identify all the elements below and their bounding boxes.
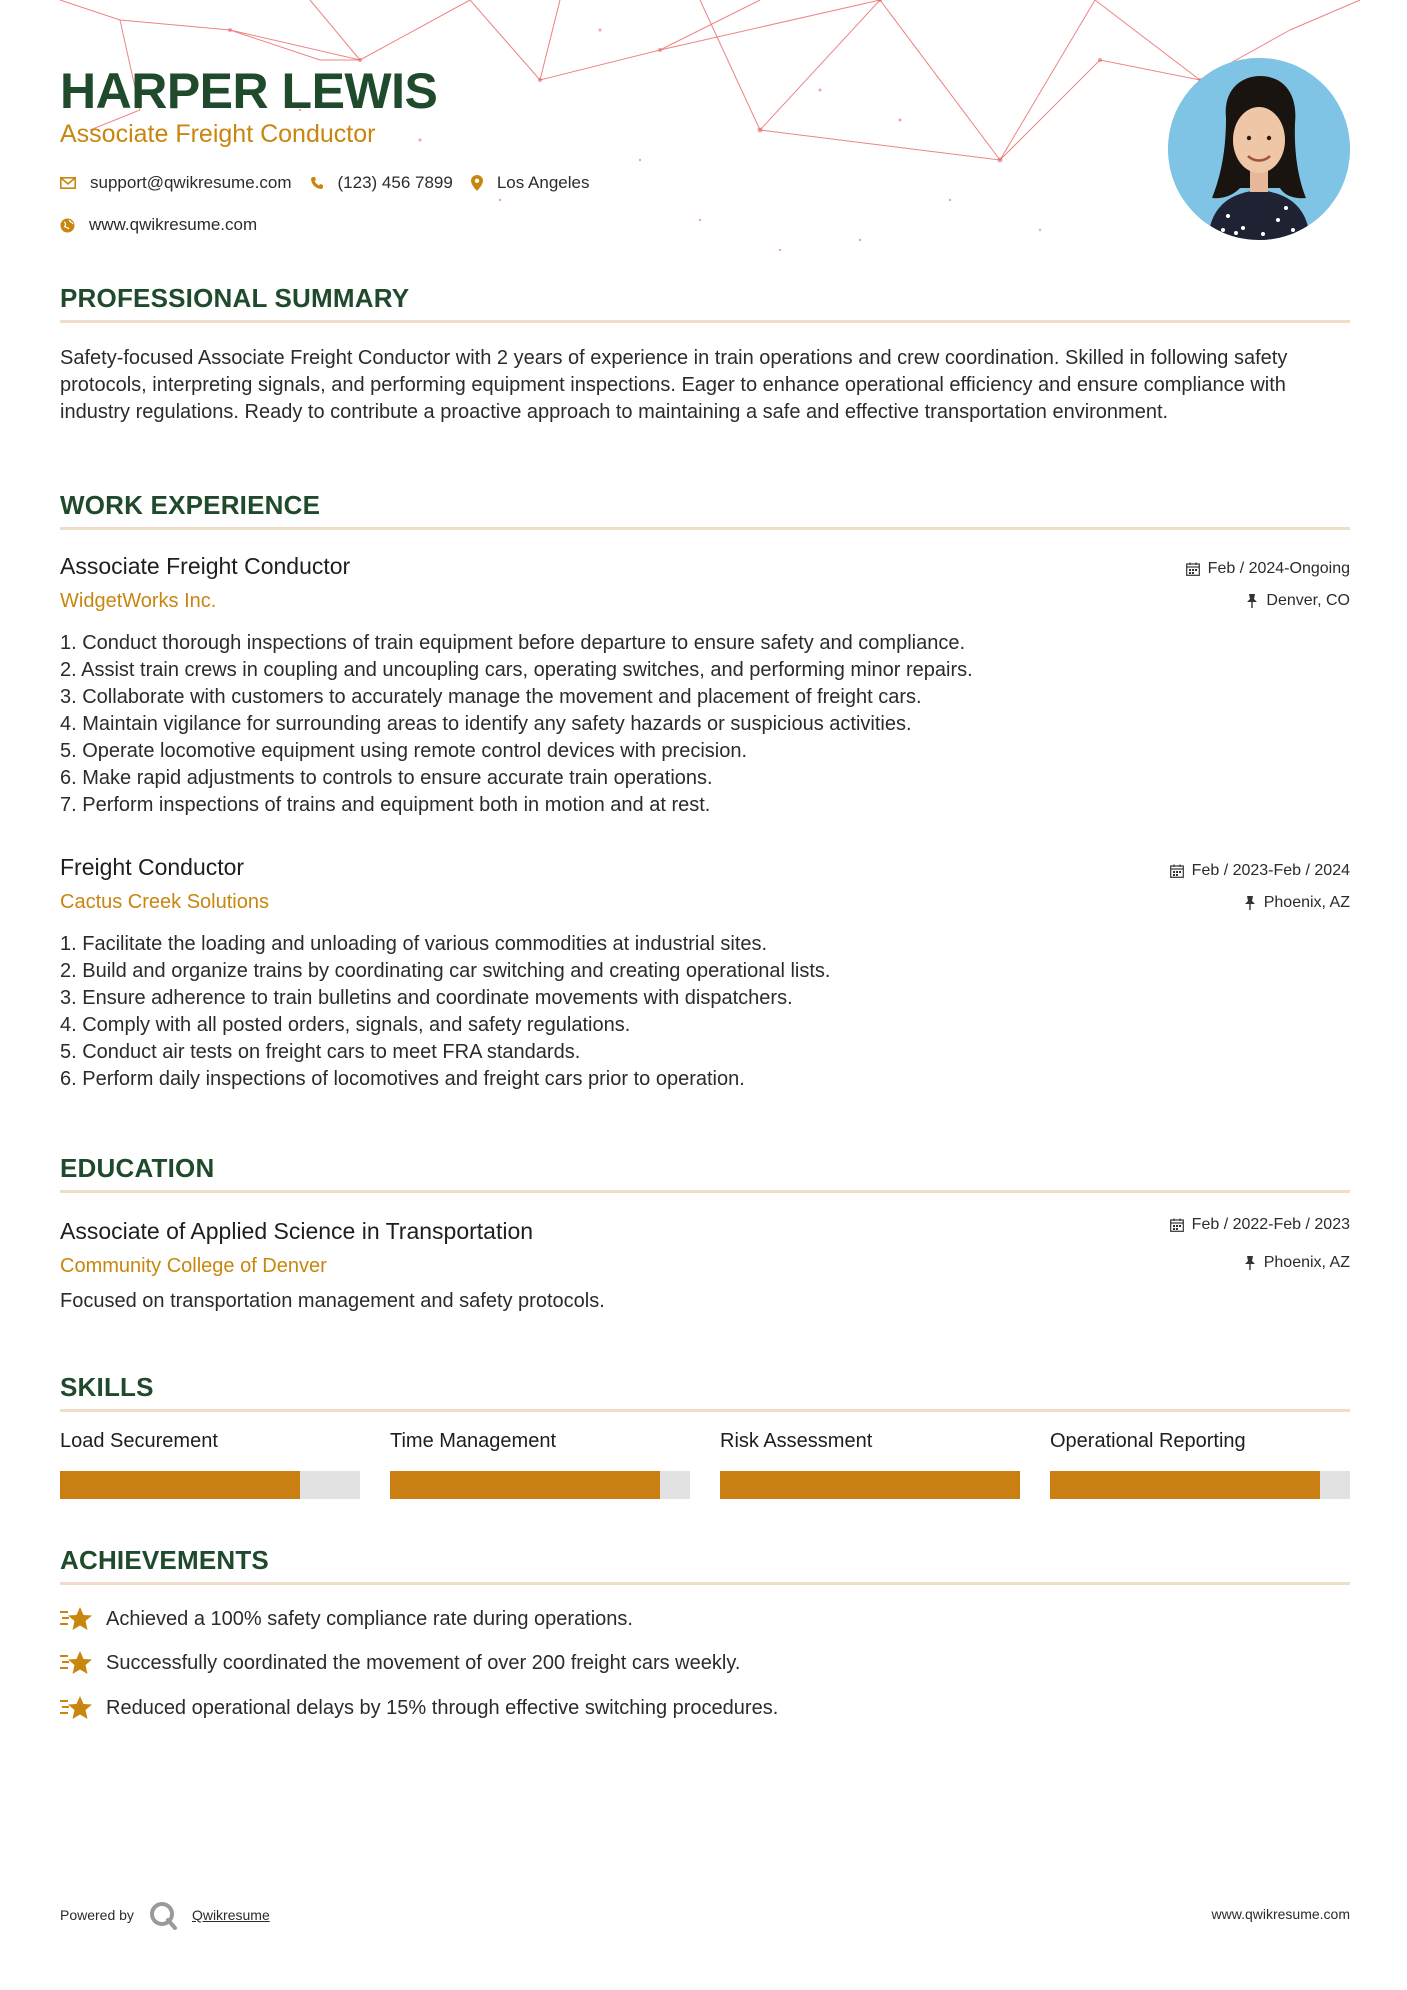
job-title: Associate Freight Conductor (60, 553, 351, 579)
calendar-icon (1186, 562, 1200, 576)
job-location (1246, 592, 1350, 610)
section-divider (60, 1190, 1350, 1193)
list-item: 5. Conduct air tests on freight cars to meet FRA standards. (60, 1041, 581, 1063)
skill-bar-track (390, 1471, 690, 1499)
section-title-summary: PROFESSIONAL SUMMARY (60, 283, 410, 313)
job-location-text: Phoenix, AZ (1263, 894, 1350, 911)
globe-icon (60, 218, 75, 233)
list-item: 3. Collaborate with customers to accurately manage the movement and placement of freight cars. (60, 686, 922, 708)
section-title-achievements: ACHIEVEMENTS (60, 1545, 269, 1575)
education-school: Community College of Denver (60, 1255, 327, 1277)
list-item: 4. Comply with all posted orders, signals, and safety regulations. (60, 1014, 631, 1036)
skill-bar-track (60, 1471, 360, 1499)
achievement-text: Achieved a 100% safety compliance rate during operations. (106, 1607, 633, 1630)
education-degree: Associate of Applied Science in Transportation (60, 1218, 534, 1244)
list-item: 6. Make rapid adjustments to controls to ensure accurate train operations. (60, 767, 713, 789)
profile-photo (1168, 58, 1350, 240)
list-item: 2. Assist train crews in coupling and uncoupling cars, operating switches, and performing minor repairs. (60, 659, 973, 681)
skill-item (60, 1430, 360, 1499)
list-item: 5. Operate locomotive equipment using remote control devices with precision. (60, 740, 748, 762)
section-divider (60, 1409, 1350, 1412)
pushpin-icon (1244, 1256, 1256, 1270)
education-location (1244, 1254, 1350, 1272)
contact-email[interactable] (60, 173, 292, 193)
summary-text: Safety-focused Associate Freight Conductor with 2 years of experience in train operations and crew coordination. Skilled in following safety protocols, interpreting signals, and performing equipment inspections. Eager to enhance operational efficiency and ensure compliance with industry regulations. Ready to contribute a proactive approach to maintaining a safe and effective transportation environment. (60, 347, 1288, 423)
section-title-education: EDUCATION (60, 1153, 215, 1183)
location-pin-icon (471, 175, 483, 191)
job-company: WidgetWorks Inc. (60, 590, 217, 612)
skill-label: Risk Assessment (720, 1430, 873, 1452)
calendar-icon (1170, 1218, 1184, 1232)
job-company: Cactus Creek Solutions (60, 891, 269, 913)
job-date-text: Feb / 2024-Ongoing (1207, 560, 1350, 577)
section-title-experience: WORK EXPERIENCE (60, 490, 321, 520)
contact-location (471, 173, 590, 193)
job-date (1170, 862, 1350, 880)
skill-bar-fill (60, 1471, 300, 1499)
job-location-text: Denver, CO (1266, 592, 1350, 609)
list-item: 1. Conduct thorough inspections of train equipment before departure to ensure safety and compliance. (60, 632, 966, 654)
qwikresume-link[interactable]: Qwikresume (191, 1907, 270, 1923)
pushpin-icon (1246, 594, 1258, 608)
achievement-text: Successfully coordinated the movement of over 200 freight cars weekly. (106, 1651, 741, 1674)
envelope-icon (60, 177, 76, 189)
website-text: www.qwikresume.com (89, 215, 258, 234)
list-item: 2. Build and organize trains by coordinating car switching and creating operational lists. (60, 960, 831, 982)
skill-item (1050, 1430, 1350, 1499)
job-bullets (60, 630, 1350, 819)
achievement-item (60, 1606, 633, 1632)
footer-url[interactable]: www.qwikresume.com (1211, 1906, 1350, 1922)
list-item: 7. Perform inspections of trains and equipment both in motion and at rest. (60, 794, 711, 816)
list-item: 6. Perform daily inspections of locomotives and freight cars prior to operation. (60, 1068, 745, 1090)
list-item: 1. Facilitate the loading and unloading of various commodities at industrial sites. (60, 933, 768, 955)
phone-text: (123) 456 7899 (337, 173, 453, 192)
achievement-item (60, 1650, 740, 1676)
skill-bar-track (1050, 1471, 1350, 1499)
skill-bar-fill (390, 1471, 660, 1499)
job-location (1244, 894, 1350, 912)
pushpin-icon (1244, 896, 1256, 910)
footer-powered-by (60, 1900, 270, 1930)
contact-phone[interactable] (310, 173, 453, 193)
qwikresume-logo-icon (148, 1900, 178, 1930)
candidate-role: Associate Freight Conductor (60, 120, 376, 148)
achievement-text: Reduced operational delays by 15% through effective switching procedures. (106, 1696, 779, 1719)
location-text: Los Angeles (496, 173, 590, 192)
star-award-icon (60, 1695, 92, 1721)
email-text: support@qwikresume.com (90, 173, 292, 192)
skill-bar-fill (1050, 1471, 1320, 1499)
section-divider (60, 1582, 1350, 1585)
skill-label: Operational Reporting (1050, 1430, 1246, 1452)
calendar-icon (1170, 864, 1184, 878)
skill-item (720, 1430, 1020, 1499)
job-date-text: Feb / 2023-Feb / 2024 (1191, 862, 1350, 879)
contact-row (60, 173, 607, 193)
education-location-text: Phoenix, AZ (1263, 1254, 1350, 1271)
education-date (1170, 1216, 1350, 1234)
job-bullets (60, 931, 1350, 1093)
section-divider (60, 527, 1350, 530)
list-item: 4. Maintain vigilance for surrounding areas to identify any safety hazards or suspicious activities. (60, 713, 912, 735)
contact-row-website (60, 215, 275, 235)
skill-bar-fill (720, 1471, 1020, 1499)
list-item: 3. Ensure adherence to train bulletins and coordinate movements with dispatchers. (60, 987, 793, 1009)
skill-label: Load Securement (60, 1430, 218, 1452)
candidate-name: HARPER LEWIS (60, 63, 438, 119)
skill-bar-track (720, 1471, 1020, 1499)
section-divider (60, 320, 1350, 323)
star-award-icon (60, 1650, 92, 1676)
job-title: Freight Conductor (60, 854, 245, 880)
skill-label: Time Management (390, 1430, 556, 1452)
section-title-skills: SKILLS (60, 1372, 154, 1402)
skill-item (390, 1430, 690, 1499)
education-date-text: Feb / 2022-Feb / 2023 (1191, 1216, 1350, 1233)
phone-icon (310, 176, 324, 190)
avatar-portrait (1168, 58, 1350, 240)
powered-by-label: Powered by (60, 1907, 134, 1923)
achievement-item (60, 1695, 778, 1721)
contact-website[interactable] (60, 215, 257, 235)
star-award-icon (60, 1606, 92, 1632)
education-description: Focused on transportation management and safety protocols. (60, 1290, 605, 1312)
job-date (1186, 560, 1350, 578)
